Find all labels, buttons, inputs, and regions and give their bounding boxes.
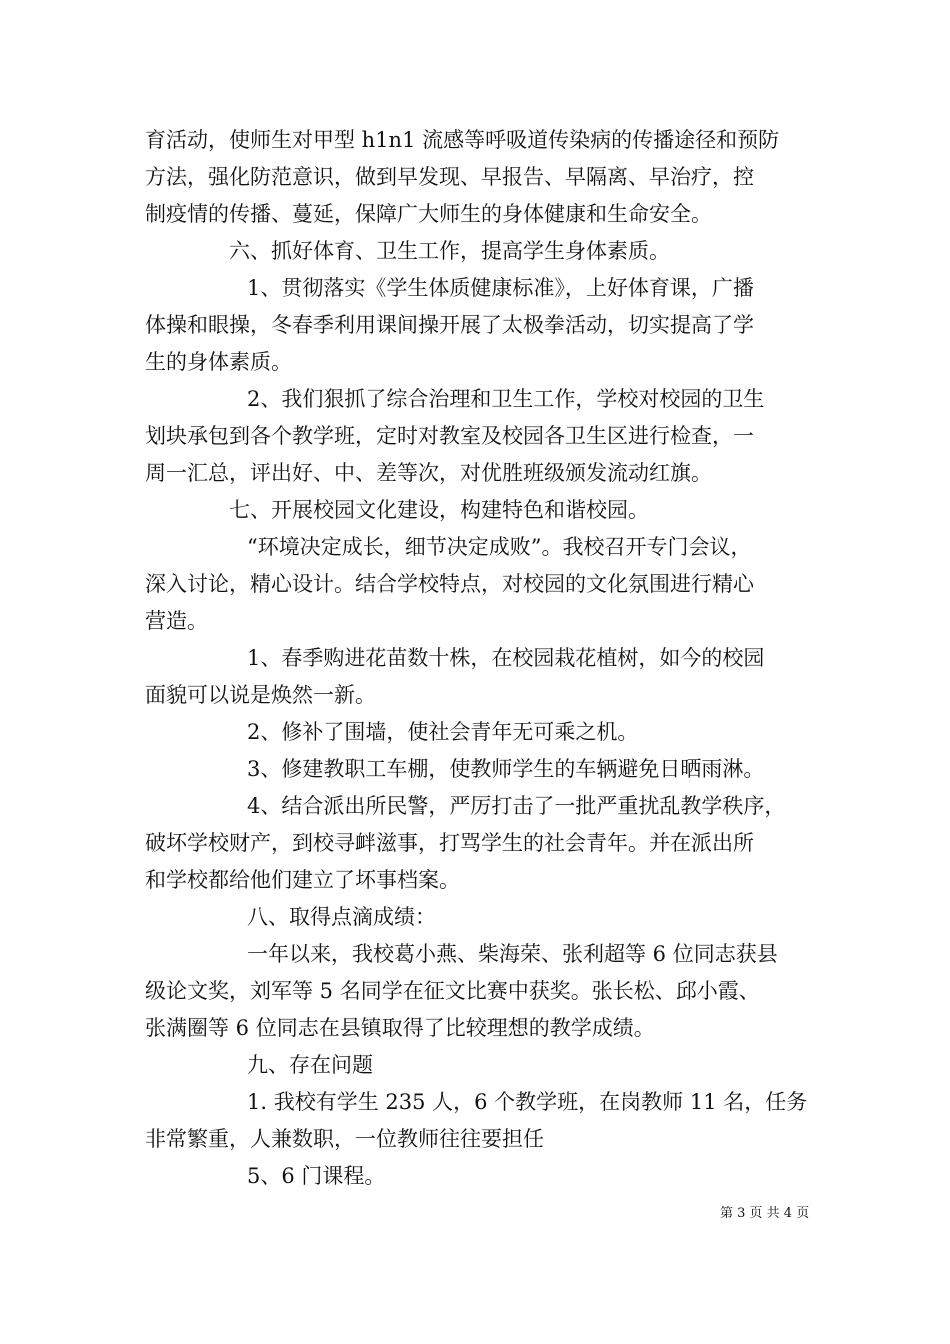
- paragraph-line: “环境决定成长，细节决定成败”。我校召开专门会议，: [247, 535, 752, 559]
- paragraph-line: 2、我们狠抓了综合治理和卫生工作，学校对校园的卫生: [247, 387, 765, 411]
- paragraph-line: 张满圈等 6 位同志在县镇取得了比较理想的教学成绩。: [145, 1016, 655, 1040]
- paragraph-line: 级论文奖，刘军等 5 名同学在征文比赛中获奖。张长松、邱小霞、: [145, 979, 760, 1003]
- paragraph-line: 破坏学校财产，到校寻衅滋事，打骂学生的社会青年。并在派出所: [145, 831, 754, 855]
- paragraph-line: 非常繁重，人兼数职，一位教师往往要担任: [145, 1127, 544, 1151]
- paragraph-line: 生的身体素质。: [145, 350, 292, 374]
- paragraph-line: 制疫情的传播、蔓延，保障广大师生的身体健康和生命安全。: [145, 202, 712, 226]
- section-heading: 七、开展校园文化建设，构建特色和谐校园。: [229, 498, 649, 522]
- section-heading: 九、存在问题: [247, 1053, 373, 1077]
- paragraph-line: 5、6 门课程。: [247, 1164, 386, 1188]
- paragraph-line: 1. 我校有学生 235 人，6 个教学班，在岗教师 11 名，任务: [247, 1090, 808, 1114]
- paragraph-line: 1、春季购进花苗数十株，在校园栽花植树，如今的校园: [247, 646, 765, 670]
- paragraph-line: 方法，强化防范意识，做到早发现、早报告、早隔离、早治疗，控: [145, 165, 754, 189]
- paragraph-line: 和学校都给他们建立了坏事档案。: [145, 868, 460, 892]
- paragraph-line: 一年以来，我校葛小燕、柴海荣、张利超等 6 位同志获县: [247, 942, 778, 966]
- page-footer: 第 3 页 共 4 页: [720, 1206, 810, 1221]
- section-heading: 六、抓好体育、卫生工作，提高学生身体素质。: [229, 239, 670, 263]
- paragraph-line: 3、修建教职工车棚，使教师学生的车辆避免日晒雨淋。: [247, 757, 765, 781]
- paragraph-line: 面貌可以说是焕然一新。: [145, 683, 376, 707]
- section-heading: 八、取得点滴成绩：: [247, 905, 436, 929]
- paragraph-line: 育活动，使师生对甲型 h1n1 流感等呼吸道传染病的传播途径和预防: [145, 128, 780, 152]
- paragraph-line: 1、贯彻落实《学生体质健康标准》，上好体育课，广播: [247, 276, 754, 300]
- paragraph-line: 体操和眼操，冬春季利用课间操开展了太极拳活动，切实提高了学: [145, 313, 754, 337]
- paragraph-line: 深入讨论，精心设计。结合学校特点，对校园的文化氛围进行精心: [145, 572, 754, 596]
- document-body: [145, 122, 810, 1195]
- paragraph-line: 4、结合派出所民警，严厉打击了一批严重扰乱教学秩序，: [247, 794, 786, 818]
- paragraph-line: 营造。: [145, 609, 208, 633]
- paragraph-line: 周一汇总，评出好、中、差等次，对优胜班级颁发流动红旗。: [145, 461, 712, 485]
- paragraph-line: 2、修补了围墙，使社会青年无可乘之机。: [247, 720, 639, 744]
- paragraph-line: 划块承包到各个教学班，定时对教室及校园各卫生区进行检查，一: [145, 424, 754, 448]
